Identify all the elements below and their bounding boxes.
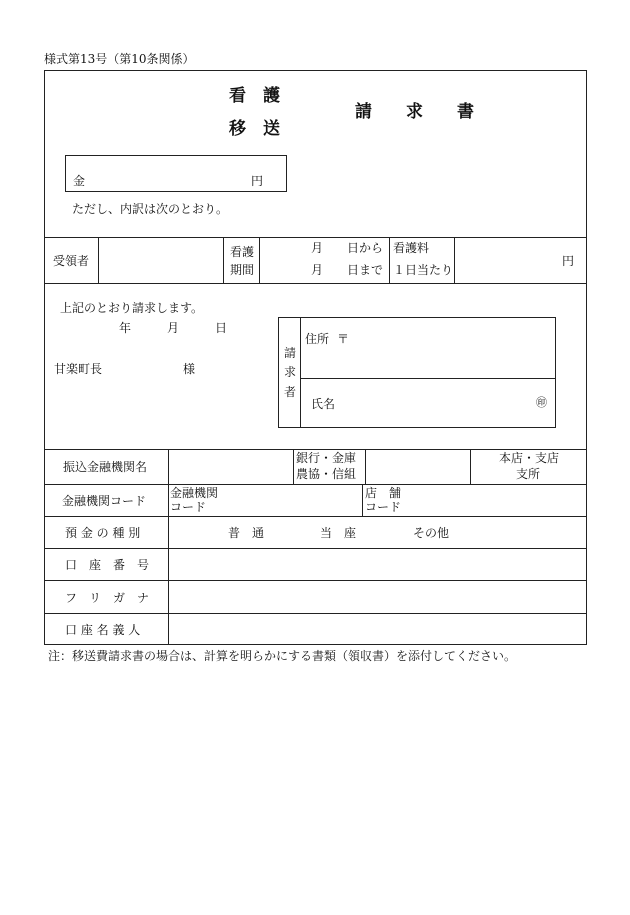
account-number-label: 口 座 番 号	[65, 558, 150, 572]
divider	[259, 237, 260, 283]
inst-code-label-2: コード	[170, 500, 207, 514]
title-invoice: 請 求 書	[355, 102, 474, 122]
divider	[44, 516, 587, 517]
institution-label: 振込金融機関名	[63, 460, 148, 474]
period-to-month: 月	[311, 263, 324, 277]
divider	[293, 449, 294, 484]
claimant-char-1: 請	[284, 346, 297, 360]
furigana-field[interactable]	[169, 581, 586, 613]
divider	[470, 449, 471, 484]
code-label: 金融機関コード	[62, 494, 147, 508]
store-code-label-1: 店 舗	[365, 486, 402, 500]
bank-type-2: 農協・信組	[296, 467, 357, 481]
inst-code-label-1: 金融機関	[170, 486, 219, 500]
store-code-label-2: コード	[365, 500, 402, 514]
addressee: 甘楽町長	[54, 362, 103, 376]
form-number: 様式第13号（第10条関係）	[44, 52, 195, 66]
seal-icon: ㊞	[536, 396, 547, 409]
divider	[223, 237, 224, 283]
divider	[362, 484, 363, 516]
date-day: 日	[215, 321, 228, 335]
honorific: 様	[183, 362, 196, 376]
title-nursing: 看 護	[229, 86, 280, 106]
inst-code-field[interactable]	[225, 485, 361, 516]
amount-prefix: 金	[73, 174, 86, 188]
account-name-field[interactable]	[169, 614, 586, 644]
address-field[interactable]	[350, 320, 552, 375]
claimant-char-2: 求	[284, 365, 297, 379]
postal-mark: 〒	[337, 332, 350, 346]
period-from-month: 月	[311, 241, 324, 255]
branch-type-2: 支所	[516, 467, 541, 481]
fee-label-1: 看護料	[393, 241, 430, 255]
deposit-option-current[interactable]: 当 座	[320, 526, 357, 540]
fee-unit: 円	[562, 254, 575, 268]
title-transport: 移 送	[229, 119, 280, 139]
date-month: 月	[167, 321, 180, 335]
period-label-1: 看護	[230, 245, 255, 259]
deposit-type-label: 預 金 の 種 別	[65, 526, 141, 540]
branch-name-field[interactable]	[366, 450, 470, 484]
bank-type-1: 銀行・金庫	[296, 451, 357, 465]
deposit-option-ordinary[interactable]: 普 通	[228, 526, 265, 540]
date-year: 年	[119, 321, 132, 335]
institution-name-field[interactable]	[169, 450, 293, 484]
divider	[44, 449, 587, 450]
amount-note: ただし、内訳は次のとおり。	[72, 202, 229, 216]
fee-label-2: １日当たり	[393, 263, 454, 277]
amount-unit: 円	[251, 174, 264, 188]
divider	[300, 317, 301, 428]
period-label-2: 期間	[230, 263, 255, 277]
request-statement: 上記のとおり請求します。	[60, 301, 204, 315]
store-code-field[interactable]	[410, 485, 586, 516]
recipient-label: 受領者	[53, 254, 90, 268]
claimant-char-3: 者	[284, 385, 297, 399]
name-label: 氏名	[311, 397, 336, 411]
divider	[44, 283, 587, 284]
account-name-label: 口 座 名 義 人	[65, 623, 141, 637]
deposit-option-other[interactable]: その他	[413, 526, 450, 540]
address-label: 住所	[305, 332, 330, 346]
period-to-day: 日まで	[347, 263, 384, 277]
divider	[300, 378, 556, 379]
footnote: 注：移送費請求書の場合は、計算を明らかにする書類（領収書）を添付してください。	[48, 649, 517, 663]
period-from-day: 日から	[347, 241, 384, 255]
furigana-label: フ リ ガ ナ	[65, 591, 150, 605]
name-field[interactable]	[340, 382, 530, 424]
divider	[389, 237, 390, 283]
branch-type-1: 本店・支店	[499, 451, 560, 465]
account-number-field[interactable]	[169, 549, 586, 580]
recipient-field[interactable]	[99, 238, 223, 283]
